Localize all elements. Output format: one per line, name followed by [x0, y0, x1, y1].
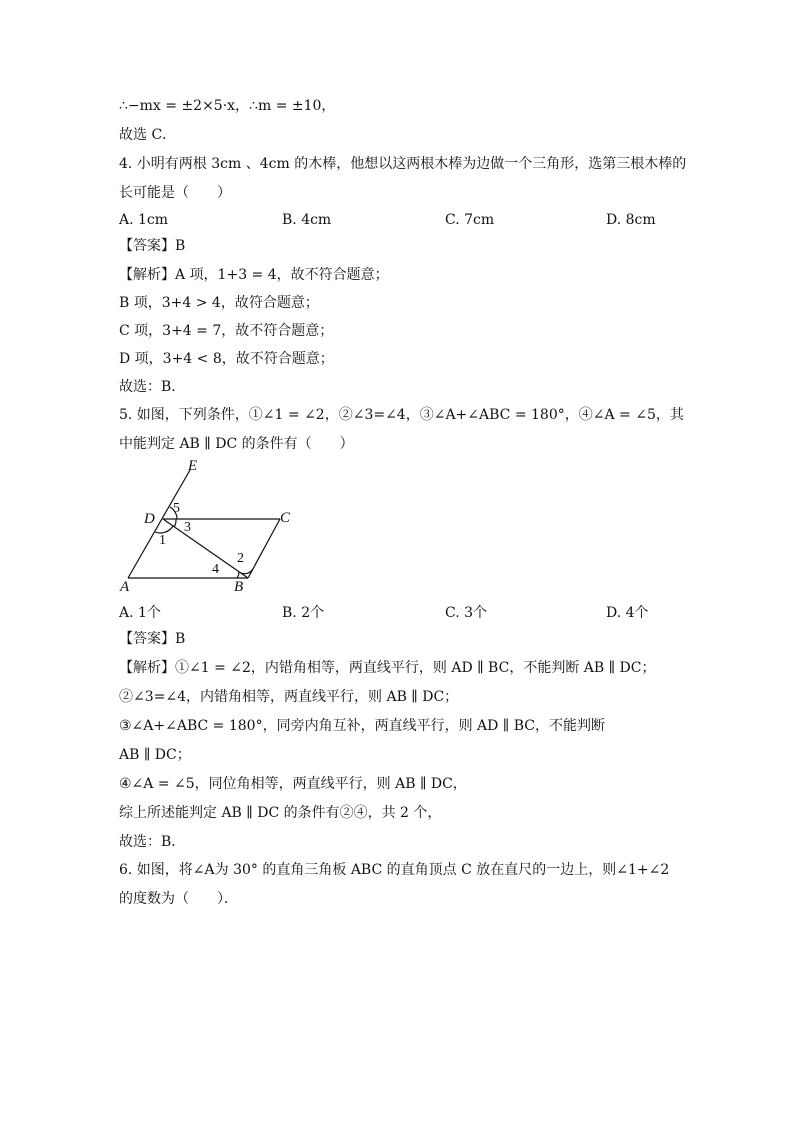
label-a: A: [120, 579, 130, 595]
label-angle-3: 3: [184, 520, 191, 535]
q5-analysis-4: ④∠A = ∠5，同位角相等，两直线平行，则 AB ∥ DC，: [119, 776, 467, 792]
q4-analysis-d: D 项，3+4 < 8，故不符合题意；: [119, 351, 334, 367]
q4-answer: 【答案】B: [119, 238, 186, 254]
q5-option-d: D. 4个: [606, 605, 649, 621]
q5-choice: 故选：B．: [119, 834, 186, 850]
q5-analysis-3-cont: AB ∥ DC；: [119, 747, 191, 763]
segment-db: [163, 519, 248, 578]
label-d: D: [144, 511, 155, 527]
q4-question-line-1: 4. 小明有两根 3cm 、4cm 的木棒，他想以这两根木棒为边做一个三角形，选第三根木棒的: [119, 156, 687, 172]
q5-question-line-2: 中能判定 AB ∥ DC 的条件有（ ）: [119, 436, 354, 452]
q5-option-b: B. 2个: [282, 605, 325, 621]
q3-solution-line: ∴−mx = ±2×5·x，∴m = ±10，: [119, 98, 336, 114]
label-angle-5: 5: [173, 501, 180, 516]
label-angle-4: 4: [212, 562, 219, 577]
q5-analysis-1: 【解析】①∠1 = ∠2，内错角相等，两直线平行，则 AD ∥ BC，不能判断 AB ∥ DC；: [119, 660, 656, 676]
q4-choice: 故选：B．: [119, 379, 186, 395]
q4-option-a: A. 1cm: [119, 212, 169, 228]
q4-analysis-c: C 项，3+4 = 7，故不符合题意；: [119, 323, 334, 339]
segment-ae: [128, 470, 190, 578]
q5-option-c: C. 3个: [445, 605, 488, 621]
q6-question-line-2: 的度数为（ ）．: [119, 891, 238, 907]
label-angle-1: 1: [159, 533, 166, 548]
q5-analysis-3: ③∠A+∠ABC = 180°，同旁内角互补，两直线平行，则 AD ∥ BC，不能判断: [119, 718, 605, 734]
q3-answer-choice: 故选 C．: [119, 127, 177, 143]
label-c: C: [280, 510, 291, 526]
q4-analysis-b: B 项，3+4 > 4，故符合题意；: [119, 295, 319, 311]
q4-option-d: D. 8cm: [606, 212, 656, 228]
q4-option-c: C. 7cm: [445, 212, 495, 228]
q5-geometry-figure: [110, 460, 310, 595]
q4-question-line-2: 长可能是（ ）: [119, 185, 231, 201]
label-e: E: [188, 460, 198, 474]
angle-3-arc: [174, 519, 176, 527]
q4-analysis-a: 【解析】A 项，1+3 = 4，故不符合题意；: [119, 267, 389, 283]
q5-question-line-1: 5. 如图，下列条件，①∠1 = ∠2，②∠3=∠4，③∠A+∠ABC = 180°，④∠A = ∠5，其: [119, 407, 684, 423]
q5-option-a: A. 1个: [119, 605, 161, 621]
q5-answer: 【答案】B: [119, 631, 186, 647]
q4-option-b: B. 4cm: [282, 212, 332, 228]
q5-analysis-2: ②∠3=∠4，内错角相等，两直线平行，则 AB ∥ DC；: [119, 689, 459, 705]
angle-4-arc: [237, 572, 239, 578]
q5-summary: 综上所述能判定 AB ∥ DC 的条件有②④，共 2 个，: [119, 805, 442, 821]
q6-question-line-1: 6. 如图，将∠A为 30° 的直角三角板 ABC 的直角顶点 C 放在直尺的一边上，则∠1+∠2: [119, 862, 670, 878]
label-b: B: [234, 579, 244, 595]
label-angle-2: 2: [237, 551, 244, 566]
